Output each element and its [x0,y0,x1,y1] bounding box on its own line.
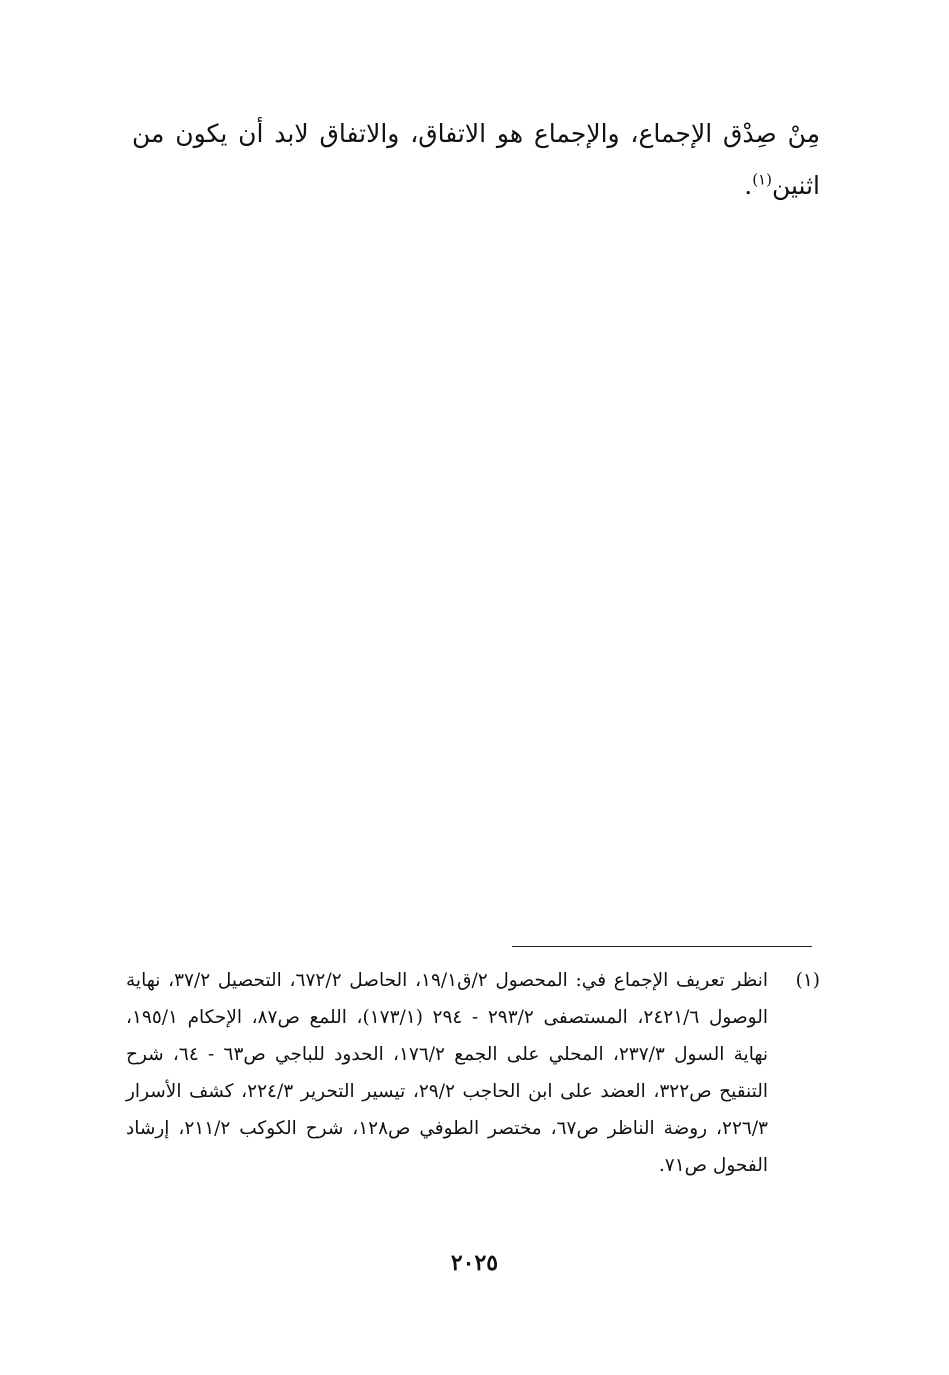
paragraph [132,108,820,212]
footnote-reference[interactable]: (١) [752,170,772,189]
footnote-item [126,962,820,1184]
footnote-marker: (١) [795,970,820,991]
footnotes-section [126,962,820,1184]
paragraph-end-punctuation: . [744,171,753,200]
footnote-divider [512,946,812,947]
paragraph-text: مِنْ صِدْق الإجماع، والإجماع هو الاتفاق، والاتفاق لابد أن يكون من اثنين [132,119,820,200]
page-number: ٢٠٢٥ [450,1250,499,1276]
footnote-text: انظر تعريف الإجماع في: المحصول ٢/ق١٩/١، الحاصل ٦٧٢/٢، التحصيل ٣٧/٢، نهاية الوصول ٢٤٢١/٦، المستصفى ٢٩٣/٢ - ٢٩٤ (١٧٣/١)، اللمع ص٨٧، الإحكام ١٩٥/١، نهاية السول ٢٣٧/٣، المحلي على الجمع ١٧٦/٢، الحدود للباجي ص٦٣ - ٦٤، شرح التنقيح ص٣٢٢، العضد على ابن الحاجب ٢٩/٢، تيسير التحرير ٢٢٤/٣، كشف الأسرار ٢٢٦/٣، روضة الناظر ص٦٧، مختصر الطوفي ص١٢٨، شرح الكوكب ٢١١/٢، إرشاد الفحول ص٧١. [126,970,769,1176]
main-paragraph [132,108,820,212]
